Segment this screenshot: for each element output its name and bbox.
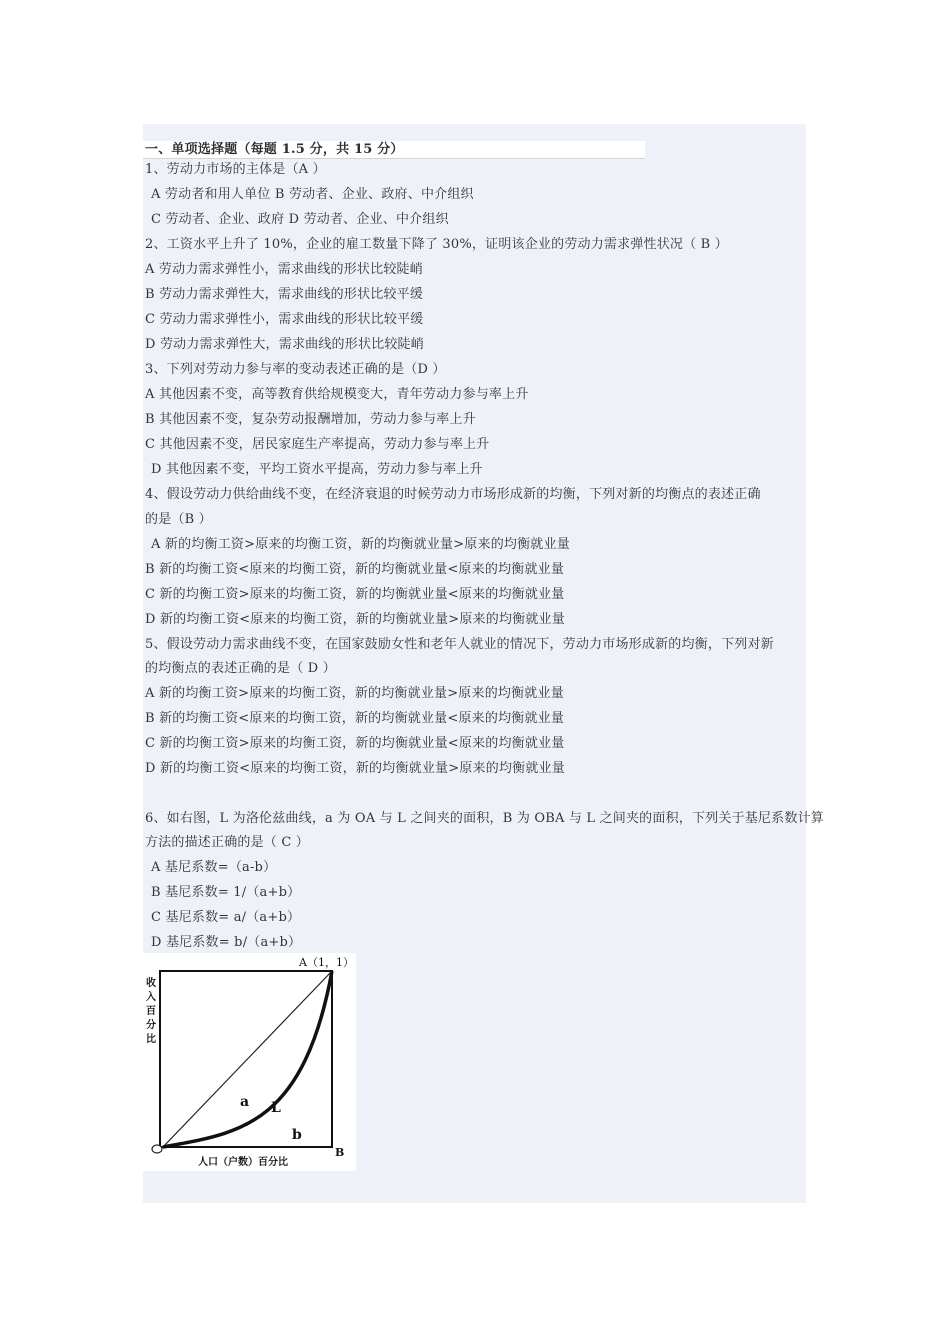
- q5-option-c: C 新的均衡工资>原来的均衡工资，新的均衡就业量<原来的均衡就业量: [145, 736, 565, 751]
- q5-option-b: B 新的均衡工资<原来的均衡工资，新的均衡就业量<原来的均衡就业量: [145, 711, 565, 726]
- question-2: 2、工资水平上升了 10%，企业的雇工数量下降了 30%，证明该企业的劳动力需求弹性状况（ B ）: [145, 237, 728, 252]
- origin-label: O: [146, 1167, 147, 1168]
- q5-option-d: D 新的均衡工资<原来的均衡工资，新的均衡就业量>原来的均衡就业量: [145, 761, 565, 776]
- q6-option-b: B 基尼系数= 1/（a+b）: [151, 885, 301, 900]
- area-b-label: b: [292, 1127, 302, 1143]
- q6-option-a: A 基尼系数=（a-b）: [151, 860, 277, 875]
- section-title: 一、单项选择题（每题 1.5 分，共 15 分）: [145, 142, 404, 157]
- q4-option-d: D 新的均衡工资<原来的均衡工资，新的均衡就业量>原来的均衡就业量: [145, 612, 565, 627]
- q4-option-c: C 新的均衡工资>原来的均衡工资，新的均衡就业量<原来的均衡就业量: [145, 587, 565, 602]
- q2-option-c: C 劳动力需求弹性小，需求曲线的形状比较平缓: [145, 312, 424, 327]
- question-4-cont: 的是（B ）: [145, 512, 212, 527]
- q3-option-b: B 其他因素不变，复杂劳动报酬增加，劳动力参与率上升: [145, 412, 476, 427]
- y-label-2: 入: [146, 992, 156, 1003]
- q3-option-a: A 其他因素不变，高等教育供给规模变大，青年劳动力参与率上升: [145, 387, 529, 402]
- q1-options-ab: A 劳动者和用人单位 B 劳动者、企业、政府、中介组织: [151, 187, 474, 202]
- question-6: 6、如右图，L 为洛伦兹曲线，a 为 OA 与 L 之间夹的面积，B 为 OBA 与 L 之间夹的面积，下列关于基尼系数计算: [145, 811, 824, 826]
- q2-option-b: B 劳动力需求弹性大，需求曲线的形状比较平缓: [145, 287, 424, 302]
- q4-option-a: A 新的均衡工资>原来的均衡工资，新的均衡就业量>原来的均衡就业量: [151, 537, 570, 552]
- origin-marker: [152, 1145, 162, 1153]
- q6-option-d: D 基尼系数= b/（a+b）: [151, 935, 302, 950]
- question-5: 5、假设劳动力需求曲线不变，在国家鼓励女性和老年人就业的情况下，劳动力市场形成新的均衡，下列对新: [145, 637, 774, 652]
- y-label-1: 收: [146, 978, 156, 989]
- q2-option-a: A 劳动力需求弹性小，需求曲线的形状比较陡峭: [145, 262, 423, 277]
- q3-option-c: C 其他因素不变，居民家庭生产率提高，劳动力参与率上升: [145, 437, 490, 452]
- question-5-cont: 的均衡点的表述正确的是（ D ）: [145, 661, 336, 676]
- area-a-label: a: [240, 1094, 250, 1110]
- q1-options-cd: C 劳动者、企业、政府 D 劳动者、企业、中介组织: [151, 212, 449, 227]
- heading-underline: [143, 158, 645, 159]
- question-4: 4、假设劳动力供给曲线不变，在经济衰退的时候劳动力市场形成新的均衡，下列对新的均衡点的表述正确: [145, 487, 761, 502]
- y-label-4: 分: [146, 1020, 156, 1031]
- y-label-5: 比: [146, 1034, 156, 1045]
- q2-option-d: D 劳动力需求弹性大，需求曲线的形状比较陡峭: [145, 337, 424, 352]
- question-1: 1、劳动力市场的主体是（A ）: [145, 162, 326, 177]
- question-6-cont: 方法的描述正确的是（ C ）: [145, 835, 310, 850]
- q4-option-b: B 新的均衡工资<原来的均衡工资，新的均衡就业量<原来的均衡就业量: [145, 562, 565, 577]
- lorenz-curve-diagram: [143, 953, 356, 1171]
- question-3: 3、下列对劳动力参与率的变动表述正确的是（D ）: [145, 362, 446, 377]
- lorenz-curve-figure: [143, 953, 356, 1171]
- y-label-3: 百: [146, 1006, 156, 1017]
- q5-option-a: A 新的均衡工资>原来的均衡工资，新的均衡就业量>原来的均衡就业量: [145, 686, 564, 701]
- curve-l-label: L: [271, 1100, 281, 1116]
- point-a-label: A（1，1）: [299, 956, 354, 969]
- q3-option-d: D 其他因素不变，平均工资水平提高，劳动力参与率上升: [151, 462, 483, 477]
- point-b-label: B: [335, 1146, 345, 1159]
- x-axis-label: 人口（户数）百分比: [198, 1157, 288, 1168]
- q6-option-c: C 基尼系数= a/（a+b）: [151, 910, 301, 925]
